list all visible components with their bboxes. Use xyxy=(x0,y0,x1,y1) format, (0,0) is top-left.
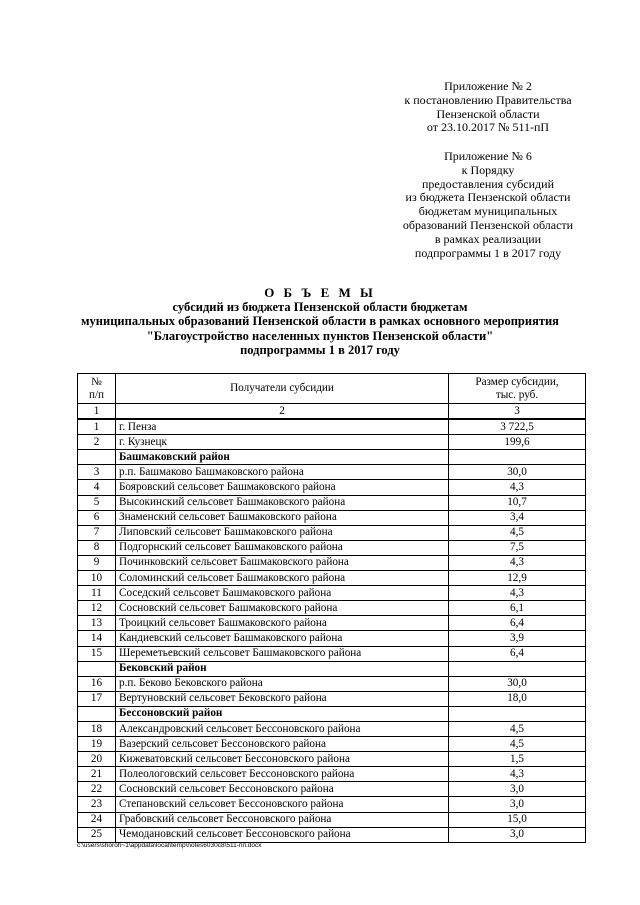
district-number-cell xyxy=(78,661,116,676)
table-row xyxy=(78,601,586,616)
subsidy-amount: 6,1 xyxy=(449,601,586,616)
header-amount: Размер субсидии, тыс. руб. xyxy=(449,374,586,404)
row-number: 8 xyxy=(78,540,116,555)
subsidy-amount: 3,9 xyxy=(449,631,586,646)
subsidy-amount: 30,0 xyxy=(449,676,586,691)
table-row xyxy=(78,435,586,450)
row-number: 17 xyxy=(78,691,116,706)
table-row xyxy=(78,827,586,842)
recipient-name: Липовский сельсовет Башмаковского района xyxy=(116,525,449,540)
subsidy-amount: 199,6 xyxy=(449,435,586,450)
header-line: в рамках реализации xyxy=(434,231,542,246)
row-number: 6 xyxy=(78,510,116,525)
table-body xyxy=(78,404,586,843)
header-line: из бюджета Пензенской области xyxy=(405,190,571,205)
recipient-name: Кандиевский сельсовет Башмаковского района xyxy=(116,631,449,646)
table-row xyxy=(78,525,586,540)
row-number: 25 xyxy=(78,827,116,842)
recipient-name: Степановский сельсовет Бессоновского района xyxy=(116,797,449,812)
column-number-2: 2 xyxy=(116,404,449,420)
subsidy-amount: 4,3 xyxy=(449,586,586,601)
recipient-name: р.п. Беково Бековского района xyxy=(116,676,449,691)
subsidy-amount: 4,5 xyxy=(449,721,586,736)
subsidy-amount: 4,5 xyxy=(449,737,586,752)
row-number: 19 xyxy=(78,737,116,752)
header-line: образований Пензенской области xyxy=(402,217,574,232)
subsidy-amount: 1,5 xyxy=(449,752,586,767)
table-row xyxy=(78,631,586,646)
recipient-name: Соломинский сельсовет Башмаковского района xyxy=(116,571,449,586)
subsidy-amount: 30,0 xyxy=(449,465,586,480)
recipient-name: Полеологовский сельсовет Бессоновского района xyxy=(116,767,449,782)
header-line: предоставления субсидий xyxy=(421,176,555,191)
subsidy-amount: 3,0 xyxy=(449,797,586,812)
header-line: от 23.10.2017 № 511-пП xyxy=(426,120,550,135)
table-row xyxy=(78,419,586,435)
table-row xyxy=(78,691,586,706)
row-number: 2 xyxy=(78,435,116,450)
table-row xyxy=(78,555,586,570)
row-number: 16 xyxy=(78,676,116,691)
table-row xyxy=(78,721,586,736)
subsidy-amount: 12,9 xyxy=(449,571,586,586)
subsidy-amount: 6,4 xyxy=(449,616,586,631)
title-line: субсидий из бюджета Пензенской области бюджетам xyxy=(172,300,468,315)
subsidy-amount: 18,0 xyxy=(449,691,586,706)
column-number-3: 3 xyxy=(449,404,586,420)
subsidy-amount: 3,0 xyxy=(449,827,586,842)
header-number: № п/п xyxy=(78,374,116,404)
district-name: Бековский район xyxy=(116,661,449,676)
row-number: 21 xyxy=(78,767,116,782)
table-row xyxy=(78,510,586,525)
district-amount-cell xyxy=(449,661,586,676)
recipient-name: г. Пенза xyxy=(116,419,449,435)
recipient-name: р.п. Башмаково Башмаковского района xyxy=(116,465,449,480)
table-row xyxy=(78,676,586,691)
row-number: 14 xyxy=(78,631,116,646)
recipient-name: Кижеватовский сельсовет Бессоновского района xyxy=(116,752,449,767)
table-row xyxy=(78,737,586,752)
header-line: бюджетам муниципальных xyxy=(418,204,558,219)
table-row xyxy=(78,812,586,827)
district-amount-cell xyxy=(449,706,586,721)
recipient-name: Вертуновский сельсовет Бековского района xyxy=(116,691,449,706)
subsidy-table xyxy=(77,373,586,843)
table-row xyxy=(78,571,586,586)
district-name: Бессоновский район xyxy=(116,706,449,721)
header-line: подпрограммы 1 в 2017 году xyxy=(414,245,562,260)
row-number: 13 xyxy=(78,616,116,631)
row-number: 23 xyxy=(78,797,116,812)
recipient-name: Починковский сельсовет Башмаковского района xyxy=(116,555,449,570)
file-path-footer: c:\users\shoroh~1\appdata\local\temp\notes6030c8\511-пп.docx xyxy=(77,842,262,849)
district-amount-cell xyxy=(449,450,586,465)
row-number: 9 xyxy=(78,555,116,570)
row-number: 18 xyxy=(78,721,116,736)
recipient-name: г. Кузнецк xyxy=(116,435,449,450)
district-row xyxy=(78,661,586,676)
table-row xyxy=(78,465,586,480)
header-line: к постановлению Правительства xyxy=(404,92,572,107)
subsidy-amount: 4,3 xyxy=(449,480,586,495)
recipient-name: Троицкий сельсовет Башмаковского района xyxy=(116,616,449,631)
recipient-name: Знаменский сельсовет Башмаковского района xyxy=(116,510,449,525)
header-line: к Порядку xyxy=(461,162,515,177)
title-line: "Благоустройство населенных пунктов Пензенской области" xyxy=(146,328,494,343)
district-number-cell xyxy=(78,706,116,721)
district-row xyxy=(78,706,586,721)
table-row xyxy=(78,495,586,510)
table-row xyxy=(78,480,586,495)
row-number: 12 xyxy=(78,601,116,616)
table-row xyxy=(78,767,586,782)
recipient-name: Высокинский сельсовет Башмаковского района xyxy=(116,495,449,510)
column-number-1: 1 xyxy=(78,404,116,420)
subsidy-amount: 3,0 xyxy=(449,782,586,797)
subsidy-amount: 4,3 xyxy=(449,767,586,782)
appendix-2-header xyxy=(380,80,596,135)
recipient-name: Сосновский сельсовет Башмаковского района xyxy=(116,601,449,616)
table-row xyxy=(78,540,586,555)
subsidy-amount: 15,0 xyxy=(449,812,586,827)
header-line: Приложение № 2 xyxy=(444,79,532,93)
title-line: подпрограммы 1 в 2017 году xyxy=(240,342,400,357)
subsidy-amount: 10,7 xyxy=(449,495,586,510)
table-row xyxy=(78,646,586,661)
header-recipient: Получатели субсидии xyxy=(116,374,449,404)
row-number: 4 xyxy=(78,480,116,495)
subsidy-amount: 3,4 xyxy=(449,510,586,525)
subsidy-amount: 3 722,5 xyxy=(449,419,586,435)
row-number: 24 xyxy=(78,812,116,827)
row-number: 15 xyxy=(78,646,116,661)
table-row xyxy=(78,752,586,767)
subsidy-amount: 4,5 xyxy=(449,525,586,540)
subsidy-amount: 7,5 xyxy=(449,540,586,555)
table-row xyxy=(78,797,586,812)
recipient-name: Сосновский сельсовет Бессоновского района xyxy=(116,782,449,797)
district-name: Башмаковский район xyxy=(116,450,449,465)
recipient-name: Шереметьевский сельсовет Башмаковского района xyxy=(116,646,449,661)
row-number: 7 xyxy=(78,525,116,540)
table-row xyxy=(78,586,586,601)
table-row xyxy=(78,616,586,631)
table-row xyxy=(78,782,586,797)
header-line: Приложение № 6 xyxy=(444,149,532,163)
row-number: 5 xyxy=(78,495,116,510)
row-number: 3 xyxy=(78,465,116,480)
recipient-name: Соседский сельсовет Башмаковского района xyxy=(116,586,449,601)
recipient-name: Чемодановский сельсовет Бессоновского района xyxy=(116,827,449,842)
column-numbering-row xyxy=(78,404,586,420)
district-number-cell xyxy=(78,450,116,465)
header-line: Пензенской области xyxy=(436,106,540,121)
table-header-row xyxy=(78,374,586,404)
district-row xyxy=(78,450,586,465)
recipient-name: Бояровский сельсовет Башмаковского района xyxy=(116,480,449,495)
row-number: 10 xyxy=(78,571,116,586)
subsidy-amount: 6,4 xyxy=(449,646,586,661)
document-title xyxy=(40,286,600,357)
recipient-name: Грабовский сельсовет Бессоновского района xyxy=(116,812,449,827)
subsidy-amount: 4,3 xyxy=(449,555,586,570)
title-heading: О Б Ъ Е М Ы xyxy=(264,285,376,300)
recipient-name: Вазерский сельсовет Бессоновского района xyxy=(116,737,449,752)
row-number: 11 xyxy=(78,586,116,601)
recipient-name: Александровский сельсовет Бессоновского района xyxy=(116,721,449,736)
row-number: 22 xyxy=(78,782,116,797)
title-subtitle xyxy=(40,300,600,357)
appendix-6-header xyxy=(380,150,596,260)
recipient-name: Подгорнский сельсовет Башмаковского района xyxy=(116,540,449,555)
title-line: муниципальных образований Пензенской области в рамках основного мероприятия xyxy=(81,314,559,329)
row-number: 20 xyxy=(78,752,116,767)
row-number: 1 xyxy=(78,419,116,435)
